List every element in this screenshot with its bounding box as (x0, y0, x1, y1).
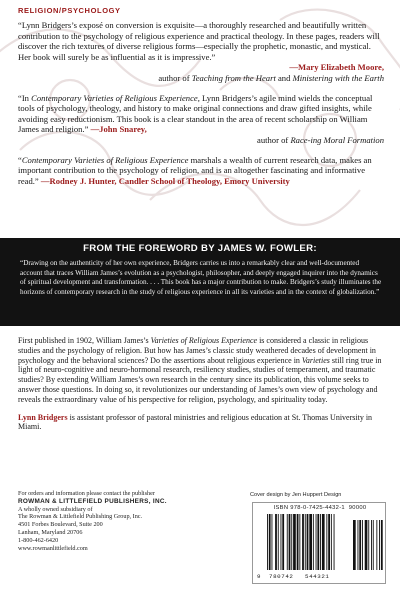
author-bio (18, 413, 384, 433)
barcode-bar (320, 514, 321, 570)
barcode-bar (334, 514, 335, 570)
barcode-bar (281, 514, 282, 570)
barcode-bar (299, 514, 300, 570)
barcode-bar (291, 514, 292, 570)
barcode-bar (275, 514, 277, 570)
foreword-text: “Drawing on the authenticity of her own experience, Bridgers carries us into a remarkably clear and well-documented account that traces William James’s evolution as a psychologist, philosopher, and deeply engaged inquirer into the dynamics of spiritual development and transformation. . . . This book has a major contribution to make. Bridgers’s study illuminates the horizons of contemporary research in the study of religious experience in all its varieties and in the context of globalization.” (20, 259, 382, 296)
barcode-bar (328, 514, 330, 570)
quote-snarey (18, 93, 384, 146)
quote-author: —John Snarey, (90, 124, 147, 135)
desc-part: still ring true in light of neuro-cognitive and neuro-hormonal research, resiliency studies, studies of temperament, and traumatic studies? By extending William James’s own research in the century since its publication, this volume seeks to answer those questions. In doing so, it revolutionizes our understanding of James’s own view of psychology and reveals the extraordinary value of his perspective for religion, psychology, and spirituality today. (18, 355, 382, 404)
isbn-label (257, 505, 383, 511)
book-title: Ministering with the Earth (292, 72, 384, 83)
barcode-bar (305, 514, 306, 570)
book-title: Contemporary Varieties of Religious Experience (31, 92, 198, 103)
barcode-addon-bar (358, 520, 359, 570)
affil-prefix: author of (257, 134, 291, 145)
isbn-addon: 90000 (348, 505, 367, 511)
desc-part: First published in 1902, William James’s (18, 336, 151, 345)
quote-affiliation (18, 73, 384, 84)
quote-rest: , Lynn Bridgers’s agile mind wields the conceptual tools of psychology, theology, and history to make original connections and draw gifted insights, while avoiding easy reductionism. This book is a clear standout in the area of recent scholarship on William James and religion.” (18, 92, 373, 135)
foreword-band (0, 238, 400, 326)
barcode-digits-left: 780742 (269, 573, 294, 580)
endorsements (18, 20, 384, 195)
author-name: Lynn Bridgers (18, 412, 68, 422)
barcode-bar (302, 514, 304, 570)
foreword-title: FROM THE FOREWORD BY JAMES W. FOWLER: (83, 243, 317, 254)
book-title: Race-ing Moral Formation (290, 134, 384, 145)
barcode-bar (317, 514, 319, 570)
barcode-digits-right: 544321 (305, 573, 330, 580)
affil-mid: and (275, 72, 293, 83)
barcode-bar (331, 514, 332, 570)
quote-affiliation (18, 135, 384, 146)
barcode-bar (307, 514, 309, 570)
quote-affiliation: , Candler School of Theology, Emory University (114, 175, 290, 186)
barcode-bar (322, 514, 325, 570)
quote-prefix: “In (18, 92, 32, 103)
barcode-bar (289, 514, 291, 570)
barcode-addon-bar (373, 520, 374, 570)
barcode-addon-bar (365, 520, 368, 570)
publisher-address1: 4501 Forbes Boulevard, Suite 200 (18, 521, 103, 529)
book-title: Varieties (301, 355, 330, 365)
barcode-graphic (257, 514, 383, 572)
barcode-box (252, 502, 386, 584)
book-title: Teaching from the Heart (191, 72, 276, 83)
publisher-phone: 1-800-462-6420 (18, 536, 59, 544)
barcode-addon-bar (381, 520, 383, 570)
quote-hunter (18, 155, 384, 187)
quote-moore (18, 20, 384, 84)
book-description (18, 336, 384, 405)
quote-author: —Mary Elizabeth Moore, (289, 62, 384, 73)
barcode-bar (316, 514, 317, 570)
desc-part: is considered a classic in religious studies and the psychology of religion. But how has James’s classic study weathered decades of development in psychology and the behavioral sciences? Do the assertions about religious experience in (18, 336, 376, 365)
barcode-bar (278, 514, 279, 570)
barcode-digit-lead: 9 (257, 573, 262, 580)
barcode-bar (313, 514, 314, 570)
quote-rest: marshals a wealth of current research data, makes an important contribution to the psychology of religion, and is an altogether fascinating and informative read.” (18, 154, 372, 186)
book-title: Contemporary Varieties of Religious Experience (21, 154, 189, 165)
barcode-bar (282, 514, 284, 570)
quote-text: “Lynn Bridgers’s exposé on conversion is exquisite—a thoroughly researched and beautifully written contribution to the psychology of religious experience and practical theology. In these pages, readers will discover the rich textures of diverse religious forms—especially the prophetic, monastic, and mystical. Her book will surely be as influential as it is impressive.” (18, 20, 380, 62)
quote-author: —Rodney J. Hunter (40, 175, 115, 186)
barcode-addon-bar (371, 520, 372, 570)
barcode-bar (326, 514, 327, 570)
barcode-bar (293, 514, 296, 570)
publisher-info (18, 490, 218, 552)
publisher-address2: Lanham, Maryland 20706 (18, 528, 83, 536)
quote-attribution (18, 62, 384, 73)
affil-prefix: author of (158, 72, 192, 83)
barcode-addon-bar (353, 520, 356, 570)
isbn-text: ISBN 978-0-7425-4432-1 (273, 505, 345, 511)
barcode-bar (269, 514, 271, 570)
description-section (18, 336, 384, 440)
barcode-bar (287, 514, 288, 570)
publisher-subsidiary: A wholly owned subsidiary of (18, 505, 93, 513)
barcode-addon-bar (368, 520, 369, 570)
publisher-parent: The Rowman & Littlefield Publishing Group, Inc. (18, 513, 143, 521)
publisher-orders: For orders and information please contact the publisher (18, 490, 155, 497)
barcode-bar (267, 514, 268, 570)
barcode-addon-bar (362, 520, 363, 570)
barcode-addon-bar (359, 520, 361, 570)
barcode-addon-bar (376, 520, 377, 570)
cover-credit: Cover design by Jen Huppert Design (250, 492, 342, 498)
barcode-addon-bar (379, 520, 380, 570)
publisher-website: www.rowmanlittlefield.com (18, 544, 88, 552)
barcode-bar (297, 514, 299, 570)
barcode-bar (272, 514, 273, 570)
quote-text (18, 93, 384, 135)
barcode-bar (309, 514, 312, 570)
quote-text (18, 155, 384, 187)
author-bio-text: is assistant professor of pastoral ministries and religious education at St. Thomas University in Miami. (18, 412, 373, 432)
publisher-name: ROWMAN & LITTLEFIELD PUBLISHERS, INC. (18, 497, 167, 505)
quotes-section (0, 0, 400, 238)
category-label: RELIGION/PSYCHOLOGY (18, 6, 121, 15)
quote-prefix: “ (18, 154, 22, 165)
book-title: Varieties of Religious Experience (150, 336, 258, 345)
